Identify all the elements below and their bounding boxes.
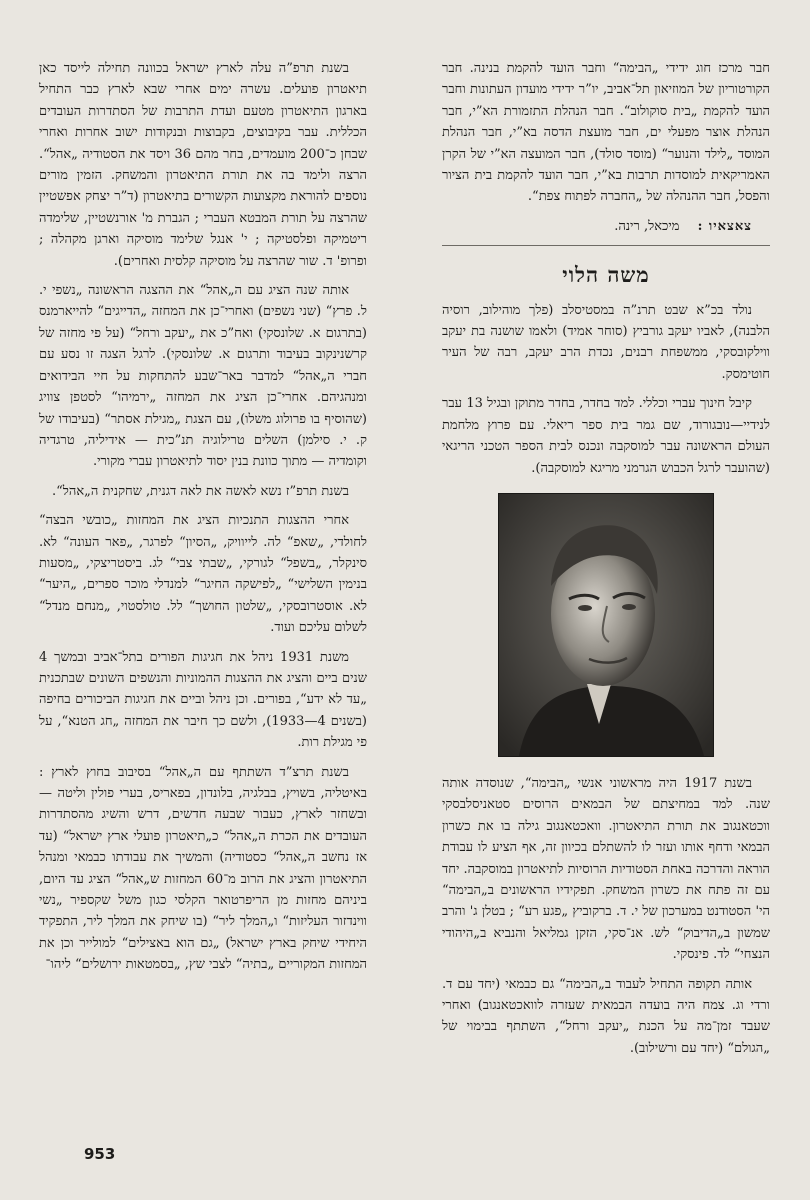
body-paragraph: נולד בכ”א שבט תרנ”ה במסטיסלב (פלך מוהילוב, רוסיה הלבנה), לאביו יעקב גורביץ (סוחר אמיד) ולאמו שושנה בת יעקב ווילקובסקי, ממשפחת רבנים, נכדת הרב יעקב, רבה של העיר חוטימסק.: [442, 302, 770, 382]
entry-heading: משה הלוי: [562, 262, 650, 288]
body-paragraph: בשנת תרצ”ד השתתף עם ה„אהל“ בסיבוב בחוץ לארץ : באיטליה, בשויץ, בבלגיה, בלונדון, בפאריס, בערי פולין וליטה — ובשחזר לארץ, כעבור שבעה חדשים, דרש והשיג מהסתדרות העובדים את הכרת ה„אהל“ כ„תיאטרון פועלי ארץ ישראל“ (עד אז נחשב ה„אהל“ כסטודיה) והמשיך את עבודתו כבמאי ומנהל התיאטרון והציג את הרוב מ־60 המחזות ש„אהל“ הציג עד היום, ביניהם מחזות מן הריפרטואר הקלסי כגון משל שקספיר „נשי ווינדזור העליזות“ ו„המלך ליר“ (בו שיחק את המלך ליר, התפקיד היחידי שיחק בארץ ישראל) „גם הוא באצילים“ למולייר וכן את המחזות המקוריים „בתיה“ לצבי שץ, „בסמטאות ירושלים“ ליהו־: [39, 764, 367, 973]
body-paragraph: קיבל חינוך עברי וכללי. למד בחדר, בחדר מתוקן ובגיל 13 עבר לנידיי—נובגורוד, שם גמר בית ספר ריאלי. עם פרוץ מלחמת העולם הראשונה עבר למוסקבה ונכנס לבית הספר הטכני הריגאי (שהועבר לרגל הכבוש הגרמני מריגא למוסקבה).: [442, 396, 770, 476]
offspring-names: מיכאל, רינה.: [614, 218, 680, 234]
offspring-label: צאצאיו :: [697, 218, 752, 234]
left-column: [39, 58, 367, 984]
body-paragraph: בשנת תרפ”ז נשא לאשה את לאה דגנית, שחקנית ה„אהל“.: [52, 483, 349, 499]
body-paragraph: אותה תקופה התחיל לעבוד ב„הבימה“ גם כבמאי (יחד עם ד. ורדי וג. צמח היה בועדה הבמאית שעזרה לוואכטאנגוב) ואחרי שעבד זמן־מה על הכנת „יעקב ורחל“, השתתף בבימוי של „הגולם“ (יחד עם ורשילוב).: [442, 976, 770, 1056]
portrait-photo: [498, 493, 714, 757]
body-paragraph: משנת 1931 ניהל את חגיגות הפורים בתל־אביב ובמשך 4 שנים ביים והציג את ההצגות ההמוניות והנשפים השונים שבתכנית „עד לא ידע“, בפורים. וכן ניהל וביים את חגיגות הביכורים בחיפה (בשנים 4—1933), ולשם כך חיבר את המחזה „חג הטנא“, על פי מגילת רות.: [39, 649, 367, 751]
body-paragraph: בשנת תרפ”ה עלה לארץ ישראל בכוונה תחילה לייסד כאן תיאטרון פועלים. עשרה ימים אחרי שבא לארץ כבר התחיל בארגון התיאטרון מטעם ועדת התרבות של הסתדרות העובדים הכללית. עבר בקיבוצים, בקבוצות ובנקודות ישוב אחרות ואחרי שבחן כ־200 מועמדים, בחר מהם 36 ויסד את הסטודיה „אהל“. הרצה ולימד בה את תורת התיאטרון והמשחק. הזמין מורים נוספים להוראת מקצועות הקשורים בתיאטרון (ד”ר יצחק אפשטיין שהרצה על תורת המבטא העברי ; הגברת מ' אורנשטיין, שלימדה ריטמיקה ופלסטיקה ; י' אנגל שלימד מוסיקה וארגן מקהלה ; ופרופ' ד. שור שהרצה על מוסיקה קלסית ואחרים).: [39, 61, 367, 269]
right-column: [442, 58, 770, 1067]
body-paragraph: אחרי ההצגות התנכיות הציג את המחזות „כובשי הבצה“ לחולדי, „שאפ“ לה. לייוויק, „הסיון“ לפרגר, „פאר העונה“ לא. סינקלר, „בשפל“ לגורקי, „שבתי צבי“ לג. ביסטריצקי, „מסעות בנימין השלישי“ „לפישקה החיגר“ למנדלי מוכר ספרים, „היער“ לא. אוסטרובסקי, „שלטון החושך“ לל. טולסטוי, „מנחם מנדל“ לשלום עליכם ועוד.: [39, 513, 367, 636]
page-number: 953: [84, 1145, 116, 1163]
section-divider: [442, 245, 770, 246]
offspring-line: [442, 216, 770, 237]
body-paragraph: בשנת 1917 היה מראשוני אנשי „הבימה“, שנוסדה אותה שנה. למד במחיצתם של הבמאים הרוסים סטאניסלבסקי ווכטאנגוב את תורת התיאטרון. וואכטאנגוב גילה בו את כשרון הבמאי ודחף אותו ועזר לו להשתלם בכיוון זה, אף הציע לו עבודת הוראה והדרכה באחת הסטודיות הרוסיות לתיאטרון במוסקבה. יחד עם זה פתח את כשרון המשחק. תפקידיו הראשונים ב„הבימה“ הי' הסטודנט במערכון של י. ד. ברקוביץ „פגע רע“ ; בטלן ג' והרב שמשון ב„הדיבוק“ לש. אנ־סקי, הזקן גמליאל והנביא ב„היהודי הנצחי“ לד. פינסקי.: [442, 775, 770, 963]
intro-paragraph: חבר מרכז חוג ידידי „הבימה“ וחבר הועד להקמת בנינה. חבר הקורטוריון של המוזיאון תל־אביב, יו”ר ידידי מועדון העתונות וחבר הועד להקמת „בית סוקולוב“. חבר הנהלת התזמורת הא”י, חבר הנהלת אוצר מפעלי ים, חבר מועצת הדסה בא”י, חבר הנהלת המוסד „לילד והנוער“ (מוסד סולד), חבר המועצה הא”י של הקרן האמריקאית למוסדות תרבות בא”י, חבר הועד להקמת בית הציור והפסל, חבר ההנהלה של „החברה לפתוח צפת“.: [442, 61, 770, 205]
body-paragraph: אותה שנה הציג עם ה„אהל“ את ההצגה הראשונה „נשפי י. ל. פרץ“ (שני נשפים) ואחרי־כן את המחזה „הדייגים“ להייארמנס (בתרגום א. שלונסקי) ואח”כ את „יעקב ורחל“ (על פי מחזה של קרשנינקוב בעיבוד ותרגום א. שלונסקי). לרגל הצגה זו נסע עם חברי ה„אהל“ למדבר באר־שבע להתחקות על חיי הבידואים ומנהגיהם. אחרי־כן הציג את המחזה „ירמיהו“ לסטפן צוויג (שהוסיף בו פרולוג משלו), עם הצגת „מגילת אסתר“ (בעיבודו של ק. י. סילמן) השלים טרילוגיה תנ”כית — אידיליה, טרגדיה וקומדיה — מתוך כוונת בנין יסוד לתיאטרון עברי מקורי.: [39, 283, 367, 470]
